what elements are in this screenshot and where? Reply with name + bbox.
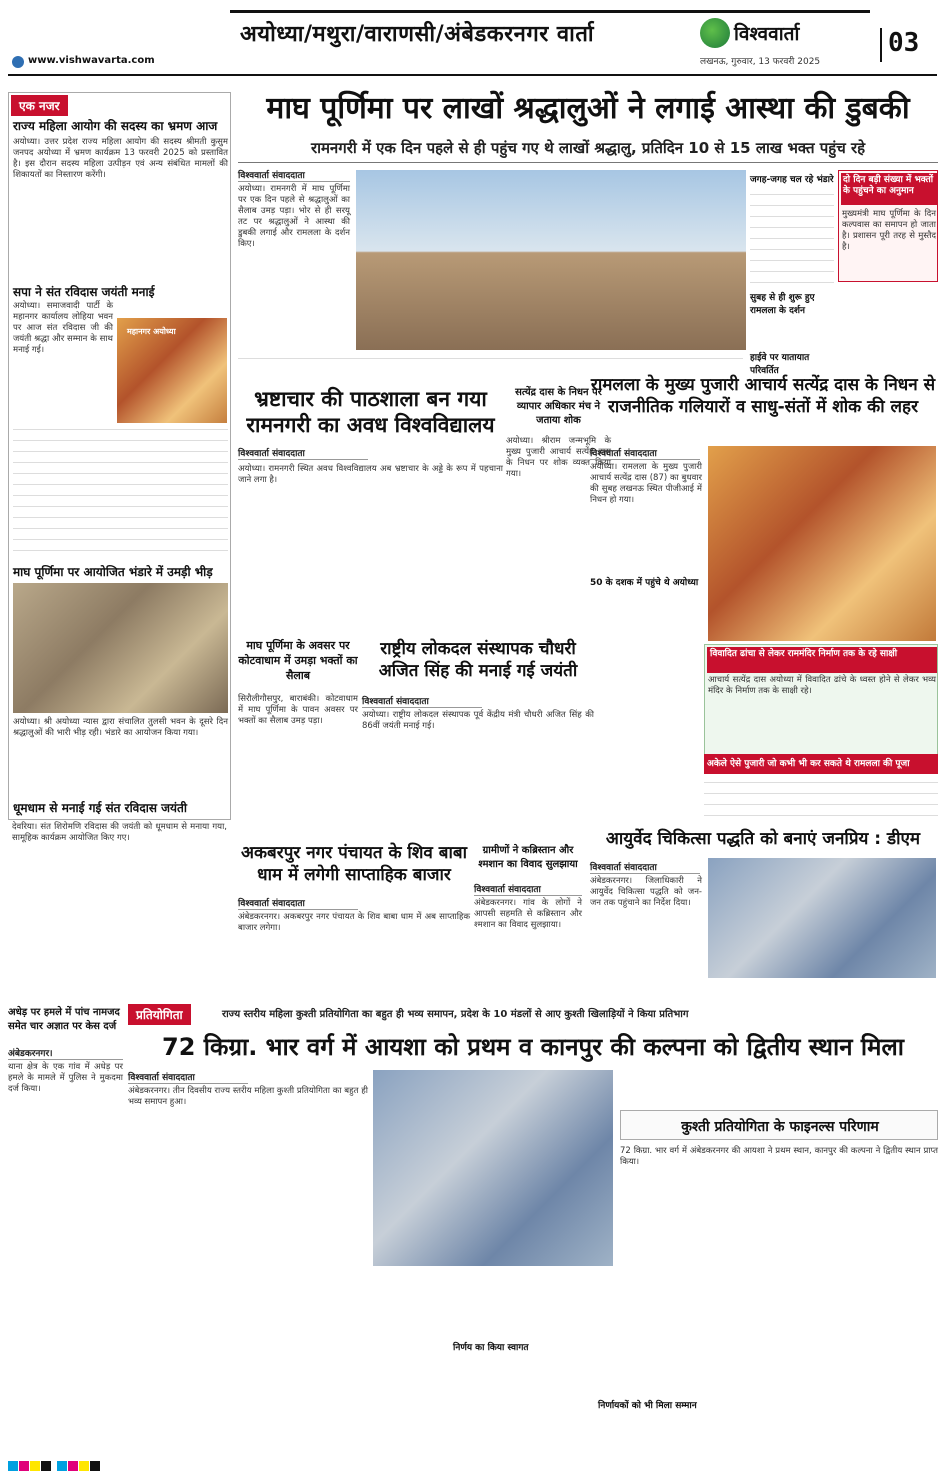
website-icon [12,56,24,68]
priest-byline: विश्ववार्ता संवाददाता [590,446,700,460]
lead-headline: माघ पूर्णिमा पर लाखों श्रद्धालुओं ने लगाई आस्था की डुबकी [266,91,910,126]
story-byline: अंबेडकरनगर। [8,1046,123,1060]
competition-sub1: निर्णय का किया स्वागत [453,1343,529,1353]
story-attack [8,1000,123,1432]
priest-sub1: 50 के दशक में पहुंचे थे अयोध्या [590,578,699,588]
ayurveda-meeting-photo [708,858,936,978]
wrestling-photo [373,1070,613,1266]
lead-side-body [750,188,834,288]
lead-box-body: मुख्यमंत्री माघ पूर्णिमा के दिन कल्पवास का समापन हो जाता है। प्रशासन पूरी तरह से मुस्तैद है। [842,209,936,252]
story-byline: विश्ववार्ता संवाददाता [474,882,582,896]
priest-headline: रामलला के मुख्य पुजारी आचार्य सत्येंद्र दास के निधन से राजनीतिक गलियारों व साधु-संतों में शोक की लहर [590,375,936,417]
story-body: अयोध्या। रामनगरी स्थित अवध विश्वविद्यालय अब भ्रष्टाचार के अड्डे के रूप में पहचाना जाने लगा है। [238,464,503,485]
lead-side-title: जगह-जगह चल रहे भंडारे [750,175,834,185]
competition-section [128,1000,938,1432]
competition-body: अंबेडकरनगर। तीन दिवसीय राज्य स्तरीय महिला कुश्ती प्रतियोगिता का बहुत ही भव्य समापन हुआ। [128,1086,368,1107]
story-body: सिरौलीगौसपुर, बाराबंकी। कोटवाधाम में माघ पूर्णिमा के पावन अवसर पर भक्तों का सैलाब उमड़ पड़ा। [238,694,358,726]
brief-title: धूमधाम से मनाई गई संत रविदास जयंती [13,801,187,815]
story-body: अयोध्या। श्रीराम जन्मभूमि के मुख्य पुजारी आचार्य सत्येंद्र दास के निधन पर शोक व्यक्त किया गया। [506,436,611,479]
masthead [0,0,945,92]
dateline: लखनऊ, गुरुवार, 13 फरवरी 2025 [700,57,821,67]
story-corruption [238,380,503,632]
competition-label: प्रतियोगिता [128,1004,191,1025]
ek-nazar-label-wrap [11,95,131,113]
brief-title: सपा ने संत रविदास जयंती मनाई [13,285,155,299]
story-headline: राष्ट्रीय लोकदल संस्थापक चौधरी अजित सिंह की मनाई गई जयंती [378,639,578,681]
competition-sub2: निर्णायकों को भी मिला सम्मान [598,1401,697,1411]
lead-sub-rule [238,162,938,163]
competition-label-wrap [128,1004,218,1024]
story-byline: विश्ववार्ता संवाददाता [238,896,358,910]
ek-nazar-column [8,92,231,820]
competition-kicker: राज्य स्तरीय महिला कुश्ती प्रतियोगिता का बहुत ही भव्य समापन, प्रदेश के 10 मंडलों से आए कुश्ती खिलाड़ियों ने किया प्रतिभाग [222,1009,689,1020]
masthead-top-rule [230,10,870,13]
story-headline: ग्रामीणों ने कब्रिस्तान और श्मशान का विवाद सुलझाया [478,845,578,870]
results-body: 72 किग्रा. भार वर्ग में अंबेडकरनगर की आयशा ने प्रथम स्थान, कानपुर की कल्पना ने द्वितीय स्थान प्राप्त किया। [620,1146,938,1167]
lead-body: अयोध्या। रामनगरी में माघ पूर्णिमा पर एक दिन पहले से श्रद्धालुओं का सैलाब उमड़ पड़ा। भोर से ही सरयू तट पर श्रद्धालुओं ने आस्था की डुबकी लगाई और रामलला के दर्शन किए। [238,184,350,249]
brief-body: अयोध्या। श्री अयोध्या न्यास द्वारा संचालित तुलसी भवन के दूसरे दिन श्रद्धालुओं की भारी भीड़ रही। भंडारे का आयोजन किया गया। [13,717,228,738]
competition-headline: 72 किग्रा. भार वर्ग में आयशा को प्रथम व कानपुर की कल्पना को द्वितीय स्थान मिला [162,1033,904,1061]
lead-highlight-2: हाईवे पर यातायात परिवर्तित [750,353,810,376]
brief-body-continued [13,423,228,559]
lead-byline: विश्ववार्ता संवाददाता [238,168,350,182]
story-headline: भ्रष्टाचार की पाठशाला बन गया रामनगरी का अवध विश्वविद्यालय [246,387,495,437]
results-title: कुश्ती प्रतियोगिता के फाइनल्स परिणाम [681,1119,879,1135]
rally-photo [117,318,227,428]
brief-title: राज्य महिला आयोग की सदस्य का भ्रमण आज [13,119,218,133]
ek-nazar-label: एक नजर [11,95,68,116]
priest-box-title: विवादित ढांचा से लेकर राममंदिर निर्माण तक के रहे साक्षी [707,647,937,673]
brand-name: विश्ववार्ता [734,23,800,45]
story-headline: अधेड़ पर हमले में पांच नामजद समेत चार अज्ञात पर केस दर्ज [8,1007,120,1032]
lead-subheadline: रामनगरी में एक दिन पहले से ही पहुंच गए थे लाखों श्रद्धालु, प्रतिदिन 10 से 15 लाख भक्त पहुंच रहे [310,139,866,157]
story-ayurveda [588,822,938,998]
brief-body: अयोध्या। उत्तर प्रदेश राज्य महिला आयोग की सदस्य श्रीमती कुसुम जनपद अयोध्या में भ्रमण कार्यक्रम 13 फरवरी 2025 को प्रस्तावित है। इस दौरान सदस्य महिला उत्पीड़न एवं अन्य संबंधित मामलों की शिकायतों का निस्तारण करेंगी। [13,137,228,180]
section-title: अयोध्या/मथुरा/वाराणसी/अंबेडकरनगर वार्ता [240,22,595,47]
ayurveda-byline: विश्ववार्ता संवाददाता [590,860,700,874]
story-rld [362,634,594,836]
story-headline: माघ पूर्णिमा के अवसर पर कोटवाधाम में उमड़ा भक्तों का सैलाब [238,639,358,682]
story-byline: विश्ववार्ता संवाददाता [238,446,368,460]
story-body: थाना क्षेत्र के एक गांव में अधेड़ पर हमले के मामले में पुलिस ने मुकदमा दर्ज किया। [8,1062,123,1094]
priest-sub2: अकेले ऐसे पुजारी जो कभी भी कर सकते थे रामलला की पूजा [704,754,938,774]
website-url: www.vishwavarta.com [28,55,155,66]
bhandara-photo [13,583,228,713]
print-color-bar [8,1456,937,1470]
brand-logo-icon [700,18,730,48]
priest-body: अयोध्या। रामलला के मुख्य पुजारी आचार्य सत्येंद्र दास (87) का बुधवार की सुबह लखनऊ स्थित पीजीआई में निधन हो गया। [590,462,702,505]
story-akbarpur [238,838,470,998]
ram-temple-crowd-photo [356,170,746,350]
story-byline: विश्ववार्ता संवाददाता [362,694,482,708]
photo-caption: महानगर अयोध्या [127,327,176,336]
ayurveda-headline: आयुर्वेद चिकित्सा पद्धति को बनाएं जनप्रिय : डीएम [605,829,921,849]
story-headline: सत्येंद्र दास के निधन पर व्यापार अधिकार मंच ने जताया शोक [515,387,602,426]
brief-body: देवरिया। संत शिरोमणि रविदास की जयंती को धूमधाम से मनाया गया, सामूहिक कार्यक्रम आयोजित किए गए। [12,822,227,843]
story-body: अयोध्या। राष्ट्रीय लोकदल संस्थापक पूर्व केंद्रीय मंत्री चौधरी अजित सिंह की 86वीं जयंती मनाई गई। [362,710,594,731]
story-body: अंबेडकरनगर। अकबरपुर नगर पंचायत के शिव बाबा धाम में अब साप्ताहिक बाजार लगेगा। [238,912,470,933]
masthead-bottom-rule [8,74,937,76]
priest-portrait-photo [708,446,936,641]
brief-body: अयोध्या। समाजवादी पार्टी के महानगर कार्यालय लोहिया भवन पर आज संत रविदास जी की जयंती श्रद्धा और सम्मान के साथ मनाई गई। [13,301,113,355]
lead-highlight: सुबह से ही शुरू हुए रामलला के दर्शन [750,293,815,316]
results-box [620,1110,938,1140]
priest-box-body: आचार्य सत्येंद्र दास अयोध्या में विवादित ढांचे के ध्वस्त होने से लेकर भव्य मंदिर के निर्माण तक के साक्षी रहे। [708,675,936,696]
priest-body-continued [704,776,938,816]
lead-body-columns [238,352,743,368]
story-body: अंबेडकरनगर। गांव के लोगों ने आपसी सहमति से कब्रिस्तान और श्मशान का विवाद सुलझाया। [474,898,582,930]
brief-title: माघ पूर्णिमा पर आयोजित भंडारे में उमड़ी भीड़ [13,565,213,579]
lead-box-title: दो दिन बड़ी संख्या में भक्तों के पहुंचने का अनुमान [841,173,937,205]
lead-side-box [838,170,938,282]
page-number: 03 [880,28,925,62]
priest-box [704,644,938,756]
ayurveda-body: अंबेडकरनगर। जिलाधिकारी ने आयुर्वेद चिकित्सा पद्धति को जन-जन तक पहुंचाने का निर्देश दिया। [590,876,702,908]
competition-byline: विश्ववार्ता संवाददाता [128,1070,248,1084]
story-villagers [474,838,582,998]
story-headline: अकबरपुर नगर पंचायत के शिव बाबा धाम में लगेगी साप्ताहिक बाजार [241,843,467,885]
story-priest [588,370,938,820]
story-kotwadham [238,634,358,836]
